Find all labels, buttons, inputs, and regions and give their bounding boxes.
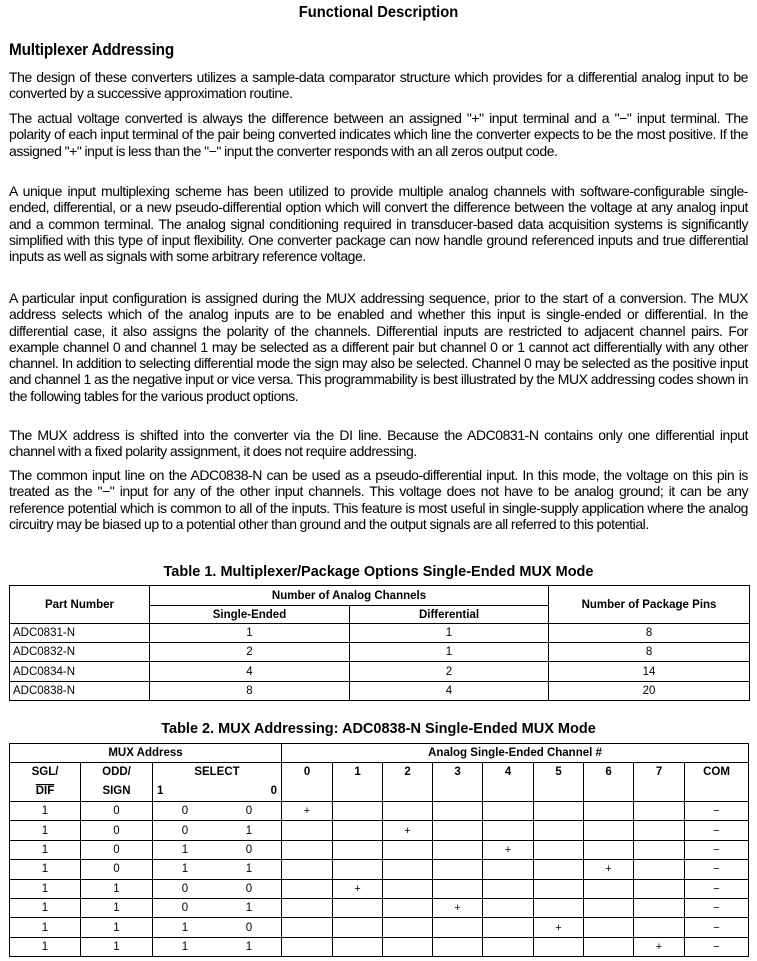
channel-0-cell: + <box>282 802 333 821</box>
select-bit0-value: 1 <box>245 940 253 953</box>
select-label: SELECT <box>194 766 240 778</box>
channel-1-cell <box>333 840 383 859</box>
channel-6-cell <box>584 821 634 840</box>
paragraph-6 <box>9 467 748 532</box>
channel-5-cell <box>534 802 584 821</box>
single-ended-cell: 8 <box>150 682 350 701</box>
select-cell <box>153 879 282 898</box>
select-bit1-value: 1 <box>181 843 189 856</box>
header-part-number: Part Number <box>10 586 150 624</box>
table1-caption: Table 1. Multiplexer/Package Options Single-Ended MUX Mode <box>163 564 594 580</box>
paragraph-text: The common input line on the ADC0838-N can be used as a pseudo-differential input. In this mode, the voltage on this pin is treated as the "−" input for any of the other input channels. This voltage does not have to be analog ground; it can be any reference potential which is common to all of the inputs. This feature is most useful in single-supply application where the analog circuitry may be biased up to a potential other than ground and the output signals are all referred to this potential. <box>9 467 748 532</box>
channel-7-cell <box>634 860 685 879</box>
channel-4-cell <box>483 879 534 898</box>
sgl-dif-cell: 1 <box>10 879 81 898</box>
channel-5-cell <box>534 821 584 840</box>
channel-2-cell <box>383 898 433 917</box>
table2-caption: Table 2. MUX Addressing: ADC0838-N Single-Ended MUX Mode <box>161 721 596 737</box>
channel-4-cell <box>483 821 534 840</box>
sgl-dif-cell: 1 <box>10 840 81 859</box>
table-row <box>10 821 749 840</box>
channel-0-cell <box>282 898 333 917</box>
channel-2-cell <box>383 879 433 898</box>
header-channel-4: 4 <box>483 763 534 802</box>
odd-label: ODD/ <box>102 766 131 778</box>
select-bit0-value: 0 <box>245 805 253 818</box>
differential-cell: 1 <box>350 643 549 662</box>
channel-1-cell <box>333 821 383 840</box>
select-cell <box>153 918 282 937</box>
paragraph-text: The actual voltage converted is always the difference between an assigned "+" input terminal and a "−" input terminal. The polarity of each input terminal of the pair being converted indicates which line the converter expects to be the most positive. If the assigned "+" input is less than the "−" input the converter responds with an all zeros output code. <box>9 110 748 159</box>
package-pins-cell: 8 <box>549 643 750 662</box>
table-row <box>10 662 750 682</box>
select-bit1-value: 0 <box>181 882 189 895</box>
channel-3-cell <box>433 860 483 879</box>
table2-mux-addressing <box>9 743 749 957</box>
header-odd-sign <box>81 763 153 802</box>
header-channel-1: 1 <box>333 763 383 802</box>
channel-6-cell <box>584 898 634 917</box>
channel-3-cell <box>433 879 483 898</box>
channel-6-cell: + <box>584 860 634 879</box>
odd-sign-cell: 0 <box>81 802 153 821</box>
select-bit0-label: 0 <box>270 785 278 797</box>
channel-0-cell <box>282 879 333 898</box>
channel-3-cell: + <box>433 898 483 917</box>
table-row <box>10 898 749 917</box>
channel-2-cell <box>383 840 433 859</box>
channel-5-cell: + <box>534 918 584 937</box>
channel-0-cell <box>282 840 333 859</box>
select-bit0-value: 1 <box>245 863 253 876</box>
select-cell <box>153 937 282 956</box>
paragraph-text: The MUX address is shifted into the converter via the DI line. Because the ADC0831-N contains only one differential input channel with a fixed polarity assignment, it does not require addressing. <box>9 427 748 460</box>
single-ended-cell: 2 <box>150 643 350 662</box>
channel-5-cell <box>534 879 584 898</box>
header-channel-6: 6 <box>584 763 634 802</box>
channel-0-cell <box>282 937 333 956</box>
channel-5-cell <box>534 898 584 917</box>
select-bit1-value: 1 <box>181 863 189 876</box>
header-sgl-dif <box>10 763 81 802</box>
channel-com-cell: − <box>685 860 749 879</box>
table1-package-options <box>9 585 750 701</box>
select-bit1-label: 1 <box>157 785 164 797</box>
paragraph-2 <box>9 110 748 159</box>
sgl-dif-cell: 1 <box>10 937 81 956</box>
channel-1-cell <box>333 937 383 956</box>
section-title: Multiplexer Addressing <box>9 41 175 59</box>
channel-1-cell <box>333 918 383 937</box>
channel-6-cell <box>584 879 634 898</box>
header-package-pins: Number of Package Pins <box>549 586 750 624</box>
select-bit1-value: 0 <box>181 824 189 837</box>
channel-com-cell: − <box>685 802 749 821</box>
select-bit0-value: 0 <box>245 921 253 934</box>
part-number-cell: ADC0834-N <box>10 662 150 682</box>
channel-4-cell <box>483 918 534 937</box>
select-bit0-value: 0 <box>245 882 253 895</box>
select-bit1-value: 1 <box>181 921 189 934</box>
package-pins-cell: 14 <box>549 662 750 682</box>
paragraph-text: A particular input configuration is assigned during the MUX addressing sequence, prior to the start of a conversion. The MUX address selects which of the analog inputs are to be enabled and whether this input is single-ended or differential. In the differential case, it also assigns the polarity of the channels. Differential inputs are restricted to adjacent channel pairs. For example channel 0 and channel 1 may be selected as a different pair but channel 0 or 1 cannot act differentially with any other channel. In addition to selecting differential mode the sign may also be selected. Channel 0 may be selected as the positive input and channel 1 as the negative input or vice versa. This programmability is best illustrated by the MUX addressing codes shown in the following tables for the various product options. <box>9 290 748 404</box>
channel-3-cell <box>433 918 483 937</box>
sgl-dif-cell: 1 <box>10 821 81 840</box>
table-row <box>10 879 749 898</box>
odd-sign-cell: 1 <box>81 937 153 956</box>
paragraph-4 <box>9 290 748 404</box>
table-row <box>10 860 749 879</box>
sign-label: SIGN <box>102 785 131 797</box>
header-channel-com: COM <box>685 763 749 802</box>
channel-1-cell <box>333 802 383 821</box>
part-number-cell: ADC0831-N <box>10 624 150 643</box>
odd-sign-cell: 0 <box>81 860 153 879</box>
header-differential: Differential <box>350 606 549 624</box>
table-row <box>10 937 749 956</box>
header-mux-address: MUX Address <box>10 744 282 763</box>
sgl-dif-cell: 1 <box>10 898 81 917</box>
channel-4-cell <box>483 802 534 821</box>
channel-0-cell <box>282 918 333 937</box>
channel-5-cell <box>534 937 584 956</box>
select-cell <box>153 860 282 879</box>
channel-2-cell <box>383 802 433 821</box>
header-channel-0: 0 <box>282 763 333 802</box>
channel-4-cell <box>483 937 534 956</box>
header-channel-7: 7 <box>634 763 685 802</box>
differential-cell: 2 <box>350 662 549 682</box>
package-pins-cell: 20 <box>549 682 750 701</box>
header-channel-2: 2 <box>383 763 433 802</box>
select-cell <box>153 802 282 821</box>
channel-com-cell: − <box>685 821 749 840</box>
select-bit1-value: 1 <box>181 940 189 953</box>
differential-cell: 4 <box>350 682 549 701</box>
select-cell <box>153 840 282 859</box>
table-row <box>10 643 750 662</box>
header-channel-3: 3 <box>433 763 483 802</box>
single-ended-cell: 4 <box>150 662 350 682</box>
odd-sign-cell: 1 <box>81 879 153 898</box>
table-row <box>10 918 749 937</box>
select-bit1-value: 0 <box>181 805 189 818</box>
sgl-dif-cell: 1 <box>10 802 81 821</box>
channel-7-cell <box>634 821 685 840</box>
paragraph-1 <box>9 69 748 102</box>
odd-sign-cell: 1 <box>81 918 153 937</box>
channel-0-cell <box>282 821 333 840</box>
channel-2-cell <box>383 860 433 879</box>
table-row <box>10 624 750 643</box>
channel-com-cell: − <box>685 898 749 917</box>
channel-4-cell: + <box>483 840 534 859</box>
single-ended-cell: 1 <box>150 624 350 643</box>
channel-7-cell <box>634 898 685 917</box>
select-cell <box>153 821 282 840</box>
channel-com-cell: − <box>685 879 749 898</box>
channel-6-cell <box>584 840 634 859</box>
channel-7-cell: + <box>634 937 685 956</box>
channel-3-cell <box>433 937 483 956</box>
channel-3-cell <box>433 821 483 840</box>
paragraph-text: A unique input multiplexing scheme has been utilized to provide multiple analog channels with software-configurable single-ended, differential, or a new pseudo-differential option which will convert the difference between the voltage at any analog input and a common terminal. The analog signal conditioning required in transducer-based data acquisition systems is significantly simplified with this type of input flexibility. One converter package can now handle ground referenced inputs and true differential inputs as well as signals with some arbitrary reference voltage. <box>9 183 748 265</box>
paragraph-text: The design of these converters utilizes a sample-data comparator structure which provides for a differential analog input to be converted by a successive approximation routine. <box>9 69 748 102</box>
channel-6-cell <box>584 802 634 821</box>
differential-cell: 1 <box>350 624 549 643</box>
select-cell <box>153 898 282 917</box>
channel-2-cell <box>383 918 433 937</box>
sgl-label: SGL/ <box>31 766 59 778</box>
page-title: Functional Description <box>298 4 459 21</box>
paragraph-3 <box>9 183 748 264</box>
paragraph-5 <box>9 427 748 460</box>
sgl-dif-cell: 1 <box>10 860 81 879</box>
sgl-dif-cell: 1 <box>10 918 81 937</box>
header-select <box>153 763 282 802</box>
select-bit1-value: 0 <box>181 902 189 915</box>
channel-5-cell <box>534 840 584 859</box>
odd-sign-cell: 1 <box>81 898 153 917</box>
channel-1-cell: + <box>333 879 383 898</box>
dif-label: $\overline{DIF}$ <box>35 785 55 797</box>
table-row <box>10 840 749 859</box>
channel-2-cell <box>383 937 433 956</box>
channel-com-cell: − <box>685 918 749 937</box>
header-channel-5: 5 <box>534 763 584 802</box>
channel-4-cell <box>483 898 534 917</box>
header-channel-group: Analog Single-Ended Channel # <box>282 744 749 763</box>
channel-com-cell: − <box>685 840 749 859</box>
channel-5-cell <box>534 860 584 879</box>
channel-7-cell <box>634 879 685 898</box>
odd-sign-cell: 0 <box>81 840 153 859</box>
table-row <box>10 682 750 701</box>
select-bit0-value: 0 <box>245 843 253 856</box>
channel-7-cell <box>634 802 685 821</box>
channel-7-cell <box>634 918 685 937</box>
select-bit0-value: 1 <box>245 824 253 837</box>
table-row <box>10 802 749 821</box>
select-bit0-value: 1 <box>245 902 253 915</box>
channel-3-cell <box>433 802 483 821</box>
channel-2-cell: + <box>383 821 433 840</box>
header-single-ended: Single-Ended <box>150 606 350 624</box>
channel-1-cell <box>333 860 383 879</box>
part-number-cell: ADC0832-N <box>10 643 150 662</box>
channel-6-cell <box>584 937 634 956</box>
channel-0-cell <box>282 860 333 879</box>
channel-7-cell <box>634 840 685 859</box>
odd-sign-cell: 0 <box>81 821 153 840</box>
channel-6-cell <box>584 918 634 937</box>
channel-3-cell <box>433 840 483 859</box>
channel-1-cell <box>333 898 383 917</box>
channel-com-cell: − <box>685 937 749 956</box>
header-analog-channels: Number of Analog Channels <box>150 586 549 606</box>
part-number-cell: ADC0838-N <box>10 682 150 701</box>
channel-4-cell <box>483 860 534 879</box>
package-pins-cell: 8 <box>549 624 750 643</box>
